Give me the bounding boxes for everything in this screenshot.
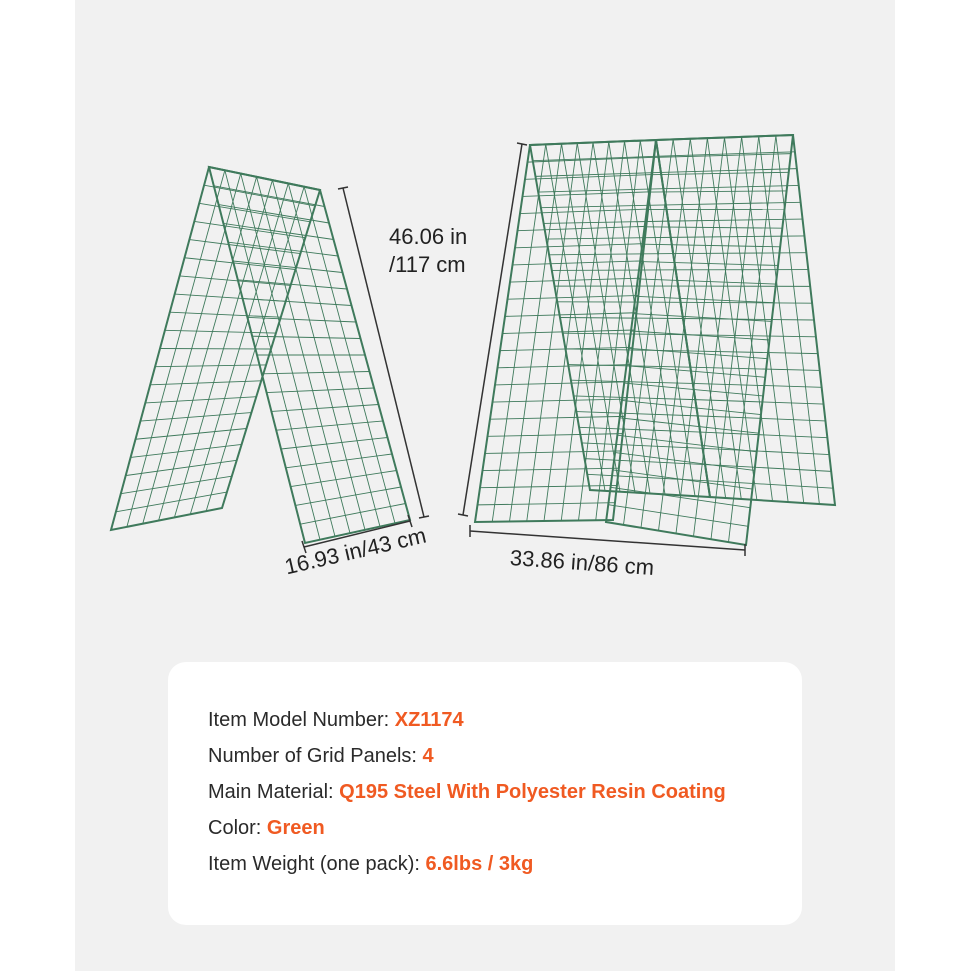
- grid-wire-horizontal: [199, 203, 310, 222]
- height-tick-bottom-left: [419, 516, 429, 518]
- height-tick-top-left: [338, 187, 348, 189]
- spec-value: Q195 Steel With Polyester Resin Coating: [339, 781, 726, 803]
- spec-label: Item Model Number:: [208, 709, 395, 731]
- grid-wire-horizontal: [622, 400, 761, 414]
- grid-wire-horizontal: [185, 258, 296, 270]
- trellis-panels: [111, 135, 835, 545]
- height-tick-top-right: [517, 143, 527, 145]
- spec-value: Green: [266, 817, 325, 839]
- grid-wire-horizontal: [300, 504, 405, 525]
- spec-row-weight: [208, 846, 726, 882]
- grid-wire-horizontal: [121, 476, 232, 494]
- grid-wire-horizontal: [560, 318, 683, 319]
- height-line-right: [463, 144, 522, 515]
- grid-wire-horizontal: [194, 221, 305, 237]
- panel-frame: [475, 140, 656, 522]
- spec-card: [168, 662, 802, 925]
- grid-wire-horizontal: [552, 270, 676, 271]
- grid-wire-horizontal: [286, 454, 392, 468]
- grid-wire-horizontal: [116, 492, 227, 512]
- grid-wire-horizontal: [267, 388, 374, 393]
- grid-wire-horizontal: [295, 487, 401, 505]
- height-tick-bottom-right: [458, 514, 468, 516]
- spec-label: Color:: [208, 817, 267, 839]
- grid-wire-horizontal: [276, 421, 383, 430]
- height-label-line2: /117 cm: [389, 252, 466, 277]
- spec-row-color: [208, 810, 726, 846]
- grid-wire-horizontal: [681, 302, 813, 303]
- grid-wire-horizontal: [223, 223, 333, 239]
- grid-wire-horizontal: [608, 505, 748, 527]
- grid-wire-horizontal: [180, 276, 291, 286]
- spec-value: XZ1174: [394, 709, 464, 731]
- grid-wire-horizontal: [165, 330, 276, 333]
- width-label-double: 33.86 in/86 cm: [509, 544, 655, 581]
- grid-wire-horizontal: [281, 438, 388, 450]
- spec-value: 4: [422, 745, 434, 767]
- spec-label: Item Weight (one pack):: [208, 853, 426, 875]
- grid-wire-horizontal: [291, 471, 397, 487]
- grid-wire-horizontal: [228, 242, 338, 256]
- grid-wire-horizontal: [549, 254, 673, 255]
- spec-label: Main Material:: [208, 781, 340, 803]
- grid-wire-horizontal: [262, 372, 370, 374]
- grid-wire-horizontal: [620, 418, 759, 433]
- grid-wire-horizontal: [131, 444, 242, 457]
- spec-label: Number of Grid Panels:: [208, 745, 423, 767]
- width-label-single: 16.93 in/43 cm: [282, 522, 429, 580]
- spec-row-material: [208, 774, 726, 810]
- panel-right-back-1: [475, 140, 656, 522]
- spec-value: 6.6lbs / 3kg: [425, 853, 534, 875]
- spec-row-model: [208, 702, 726, 738]
- spec-row-panels: [208, 738, 726, 774]
- grid-wire-horizontal: [170, 312, 281, 317]
- grid-wire-horizontal: [126, 460, 237, 475]
- grid-wire-horizontal: [271, 405, 378, 412]
- height-label-line1: 46.06 in: [389, 224, 468, 249]
- grid-wire-horizontal: [214, 186, 325, 207]
- spec-list: [208, 702, 726, 882]
